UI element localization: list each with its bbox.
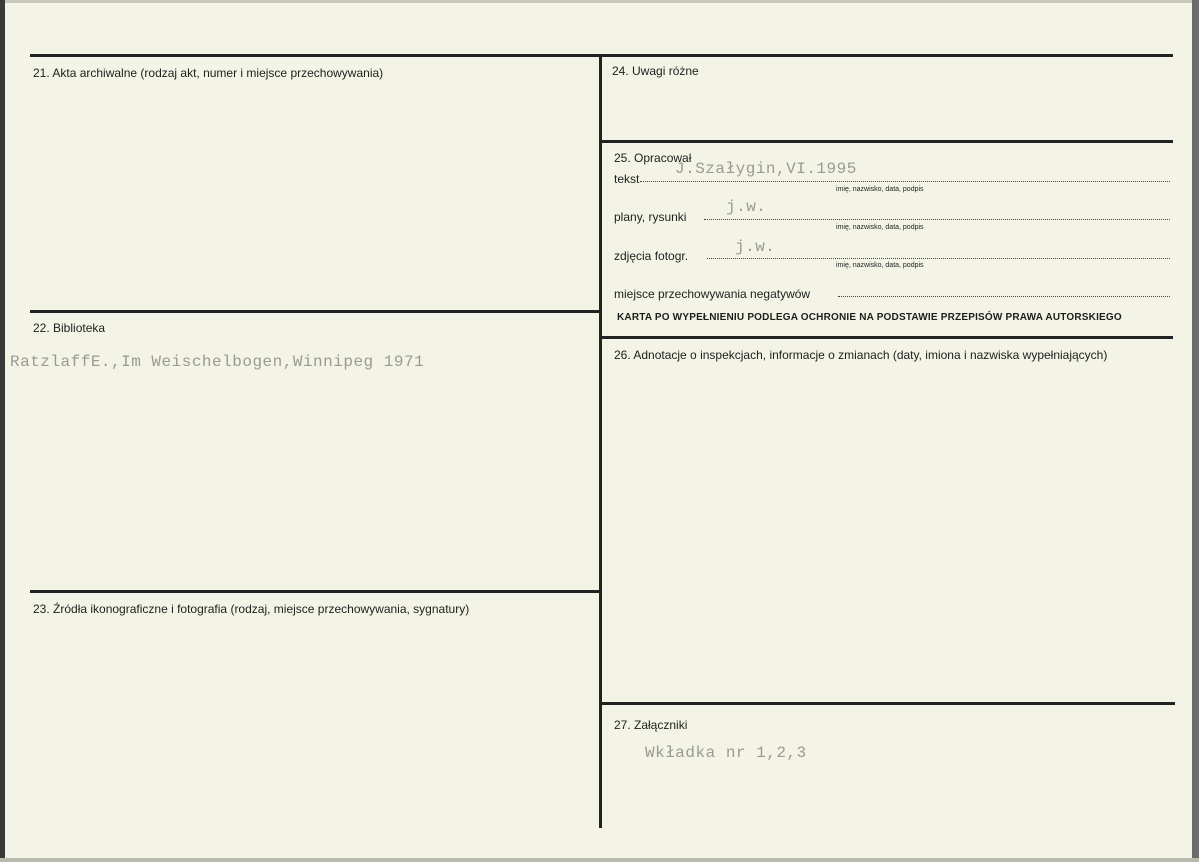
rule-right-26-27 [600,702,1175,705]
plany-label: plany, rysunki [614,210,687,224]
center-divider [599,54,602,828]
section-27-value: Wkładka nr 1,2,3 [645,744,807,762]
rule-right-25-26 [600,336,1173,339]
section-21-label: 21. Akta archiwalne (rodzaj akt, numer i miejsce przechowywania) [33,66,384,80]
section-24-label: 24. Uwagi różne [612,64,699,78]
copyright-notice: KARTA PO WYPEŁNIENIU PODLEGA OCHRONIE NA PODSTAWIE PRZEPISÓW PRAWA AUTORSKIEGO [617,312,1122,323]
section-27-label: 27. Załączniki [614,718,688,732]
zdjecia-dotted-line [707,258,1170,259]
plany-hint: imię, nazwisko, data, podpis [836,224,924,231]
section-23-label: 23. Źródła ikonograficzne i fotografia (rodzaj, miejsce przechowywania, sygnatury) [33,602,470,616]
section-25-label: 25. Opracował [614,151,692,165]
rule-left-22-23 [30,590,600,593]
rule-left-21-22 [30,310,600,313]
section-22-value: RatzlaffE.,Im Weischelbogen,Winnipeg 1971 [10,353,425,371]
zdjecia-hint: imię, nazwisko, data, podpis [836,262,924,269]
card-left-edge [0,0,5,862]
zdjecia-label: zdjęcia fotogr. [614,249,689,263]
section-26-label: 26. Adnotacje o inspekcjach, informacje o zmianach (daty, imiona i nazwiska wypełniających) [614,348,1108,362]
card-top-edge [0,0,1199,3]
tekst-hint: imię, nazwisko, data, podpis [836,186,924,193]
card-right-edge [1192,0,1199,862]
card-bottom-edge [0,858,1199,862]
negatywy-label: miejsce przechowywania negatywów [614,287,811,301]
rule-right-24-25 [600,140,1173,143]
plany-value: j.w. [726,198,767,216]
section-22-label: 22. Biblioteka [33,321,106,335]
tekst-dotted-line [640,181,1170,182]
tekst-label: tekst [614,172,640,186]
tekst-value: J.Szałygin,VI.1995 [675,160,857,178]
negatywy-dotted-line [838,296,1170,297]
plany-dotted-line [704,219,1170,220]
zdjecia-value: j.w. [735,238,776,256]
